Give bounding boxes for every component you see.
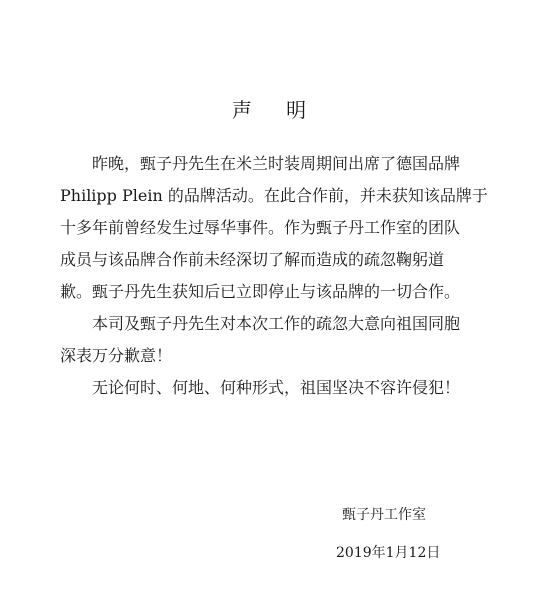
document-title: 声 明 [231, 98, 321, 122]
document-body [60, 148, 490, 404]
paragraph-line: 十多年前曾经发生过辱华事件。作为甄子丹工作室的团队 [60, 218, 461, 237]
paragraph-line: 成员与该品牌合作前未经深切了解而造成的疏忽鞠躬道 [60, 250, 445, 269]
paragraph-line: 昨晚，甄子丹先生在米兰时装周期间出席了德国品牌 [92, 154, 461, 173]
paragraph-line: Philipp Plein 的品牌活动。在此合作前，并未获知该品牌于 [60, 186, 488, 205]
document-date: 2019年1月12日 [336, 545, 441, 561]
paragraph-line: 深表万分歉意！ [60, 346, 173, 365]
paragraph-line: 歉。甄子丹先生获知后已立即停止与该品牌的一切合作。 [60, 282, 461, 301]
paragraph-line: 本司及甄子丹先生对本次工作的疏忽大意向祖国同胞 [92, 314, 461, 333]
signature: 甄子丹工作室 [342, 507, 426, 523]
paragraph-line: 无论何时、何地、何种形式，祖国坚决不容许侵犯！ [92, 378, 461, 397]
